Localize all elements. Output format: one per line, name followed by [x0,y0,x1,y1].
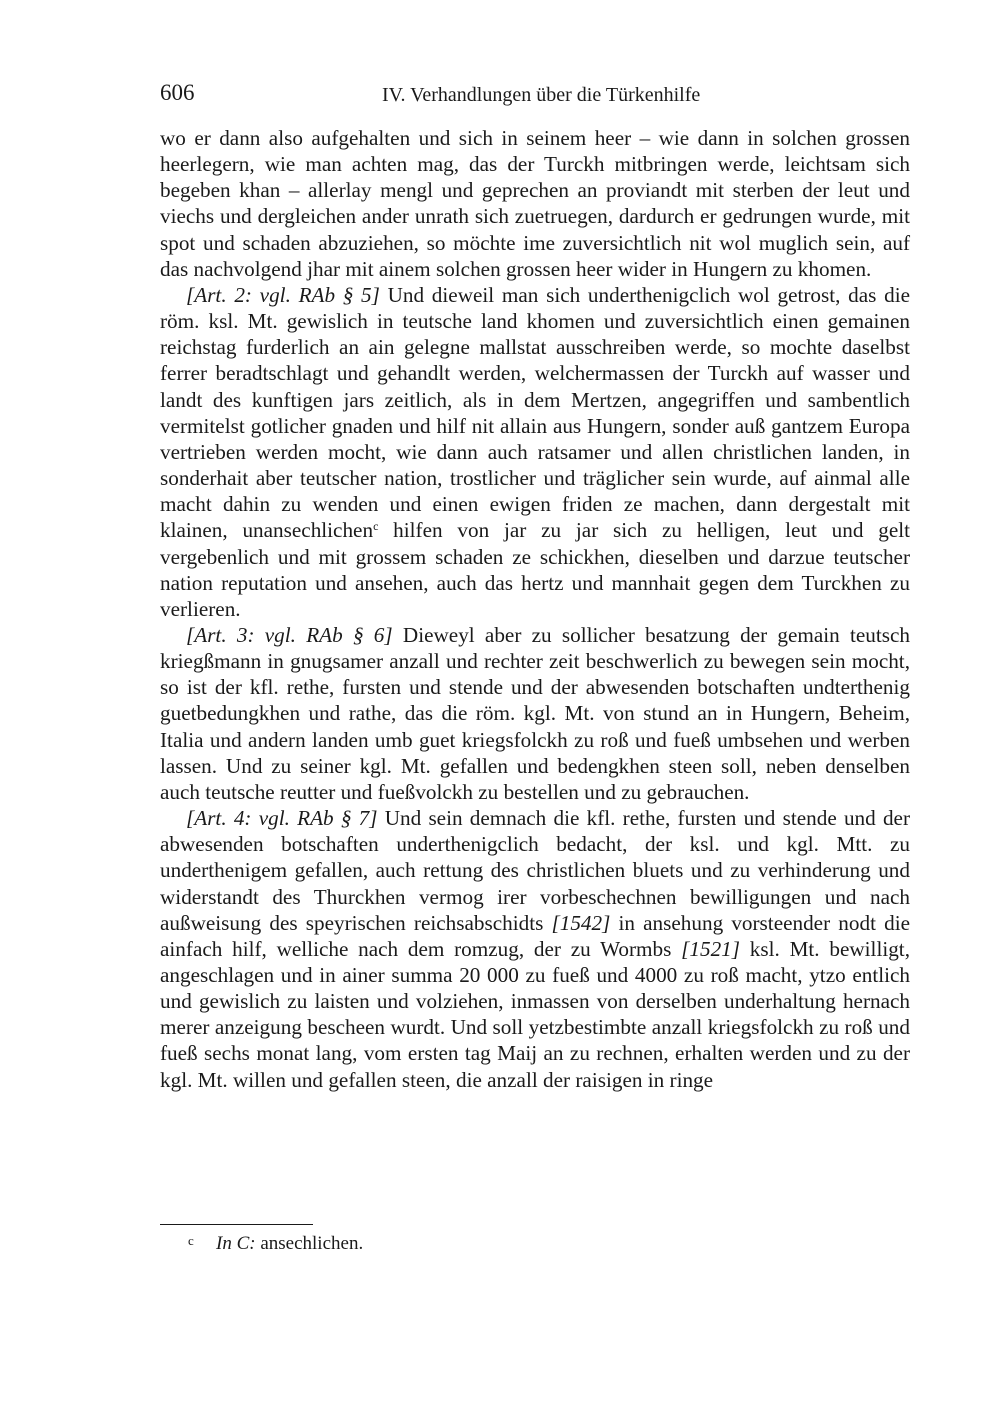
paragraph-text: in ansehung vorsteender nodt die ainfach hilf, welliche nach dem romzug, der zu Wormbs [160,910,910,961]
footnote-label: In C: [216,1233,256,1254]
paragraph-text: Und sein demnach die kfl. rethe, fursten und stende und der abwesenden botschaften underthenigclich bedacht, der ksl. und kgl. Mtt. zu underthenigem gefallen, auch rettung des christlichen bluets und zu verhinderung und widerstandt des Thurckhen vermog irer vorbeschechnen bewilligungen und nach außweisung des speyrischen reichsabschidts [160,806,911,935]
paragraph-4 [160,805,910,1093]
running-title: IV. Verhandlungen über die Türkenhilfe [382,84,701,106]
article-reference: [Art. 3: vgl. RAb § 6] [186,622,393,647]
footnote-text: ansechlichen. [255,1233,364,1254]
paragraph-text: ksl. Mt. bewilligt, angeschlagen und in ainer summa 20 000 zu fueß und 4000 zu roß macht, ytzo entlich und gewislich zu laisten und volziehen, inmassen von derselben underhaltung hernach merer anzeigung bescheen wurdt. Und soll yetzbestimbte anzall kriegsfolckh zu roß und fueß sechs monat lang, vom ersten tag Maij an zu rechnen, erhalten werden und zu der kgl. Mt. willen und gefallen steen, die anzall der raisigen in ringe [160,936,910,1092]
footnote-divider [160,1224,313,1225]
footnote [160,1228,910,1257]
paragraph-text: hilfen von jar zu jar sich zu helligen, leut und gelt vergebenlich und mit grossem schaden ze schickhen, dieselben und darzue teutscher nation reputation und ansehen, auch das hertz und mannhait gegen dem Turckhen zu verlieren. [160,518,911,621]
footnote-marker[interactable]: c [373,519,379,534]
page-number: 606 [160,80,195,105]
date-reference: [1542] [551,910,611,935]
footnote-mark: c [188,1233,194,1248]
main-text [160,125,910,1093]
date-reference: [1521] [681,936,741,961]
paragraph-3 [160,622,910,805]
article-reference: [Art. 2: vgl. RAb § 5] [186,282,380,307]
article-reference: [Art. 4: vgl. RAb § 7] [186,806,378,831]
paragraph-2 [160,282,910,622]
paragraph-1: wo er dann also aufgehalten und sich in seinem heer – wie dann in solchen grossen heerlegern, wie man achten mag, das der Turckh mitbringen werde, leichtsam sich begeben khan – allerlay mengl und geprechen an proviandt mit sterben der leut und viechs und dergleichen ander unrath sich zuetruegen, dardurch er gedrungen wurde, mit spot und schaden abzuziehen, so möchte ime zuversichtlich nit wol muglich sein, auf das nachvolgend jhar mit ainem solchen grossen heer wider in Hungern zu khomen. [160,126,910,281]
paragraph-text: Und dieweil man sich underthenigclich wol getrost, das die röm. ksl. Mt. gewislich in teutsche land khomen und zuversichtlich einen gemainen reichstag furderlich an ain gelegne mallstat ausschreiben werde, so mochte daselbst ferrer beradtschlagt und gehandlt werden, welchermassen der Turckh auf wasser und landt des kunftigen jars zeitlich, als in dem Mertzen, angegriffen und sambentlich vermitelst gotlicher gnaden und hilf nit allain aus Hungern, sonder auß gantzem Europa vertrieben werden mocht, wie dann auch ratsamer und allen christlichen landen, in sonderhait aber teutscher nation, trostlicher und träglicher sein wurde, auf ainmal alle macht dahin zu wenden und einen ewigen friden ze machen, dann dergestalt mit klainen, unansechlichen [160,282,910,543]
running-head [160,78,910,108]
paragraph-text: Dieweyl aber zu sollicher besatzung der gemain teutsch kriegßmann in gnugsamer anzall und rechter zeit beschwerlich zu bewegen sein mocht, so ist der kfl. rethe, fursten und stende und der abwesenden botschaften undterthenig guetbedungkhen und rathe, das die röm. kgl. Mt. von stund an in Hungern, Beheim, Italia und andern landen umb guet kriegsfolckh zu roß und fueß umbsehen und werben lassen. Und zu seiner kgl. Mt. gefallen und bedengkhen steen soll, neben denselben auch teutsche reutter und fueßvolckh zu bestellen und zu gebrauchen. [160,622,911,804]
page [160,78,910,1093]
